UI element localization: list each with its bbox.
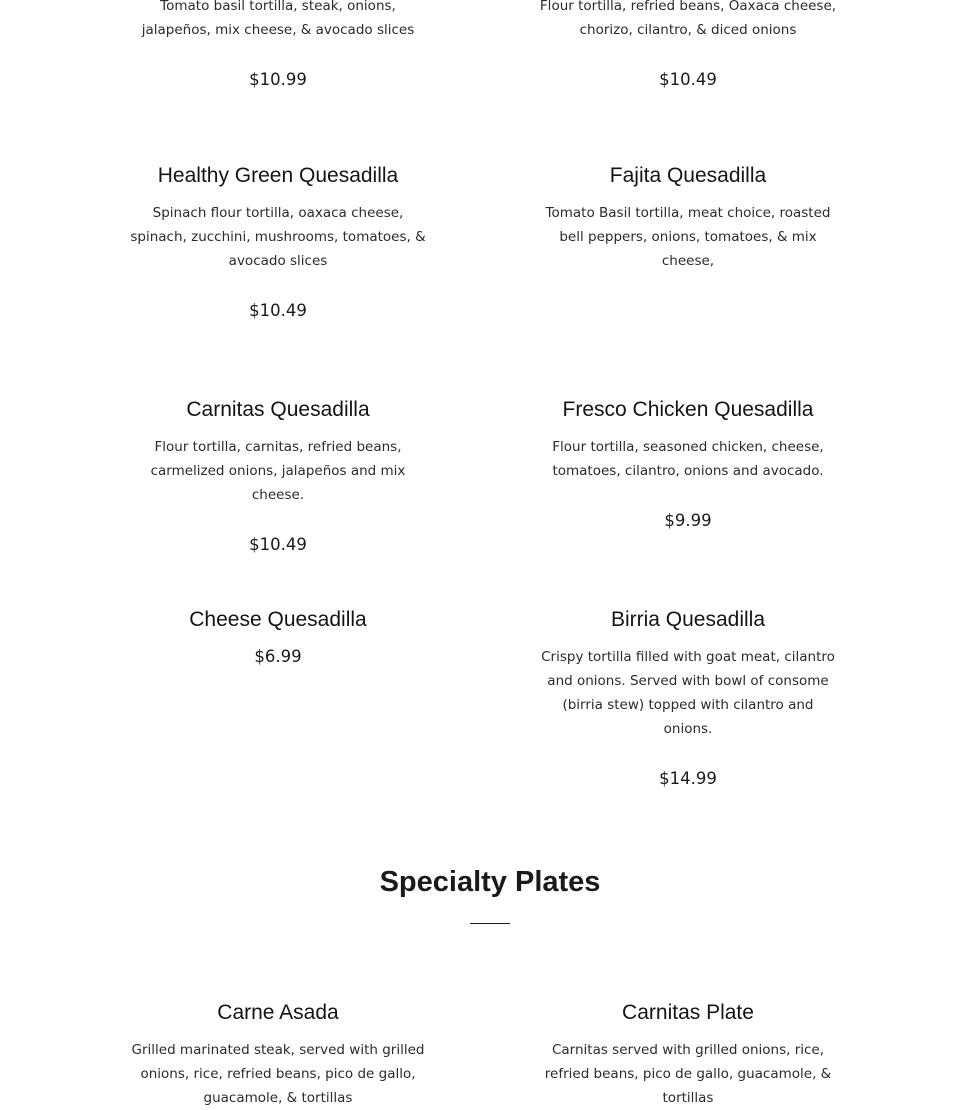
menu-item-name: Carnitas Quesadilla: [186, 398, 370, 421]
menu-item-fresco-chicken-quesadilla: [528, 397, 848, 533]
section-title-specialty-plates: Specialty Plates: [379, 866, 601, 898]
menu-item-name: Fresco Chicken Quesadilla: [562, 398, 814, 421]
menu-item-description: Flour tortilla, carnitas, refried beans, carmelized onions, jalapeños and mix cheese.: [150, 439, 406, 503]
menu-item-healthy-green-quesadilla: [118, 163, 438, 323]
menu-item-name: Fajita Quesadilla: [609, 164, 767, 187]
menu-item-cheese-quesadilla: [118, 607, 438, 669]
menu-item-description: Flour tortilla, seasoned chicken, cheese, tomatoes, cilantro, onions and avocado.: [552, 439, 824, 479]
menu-item-name: Healthy Green Quesadilla: [157, 164, 399, 187]
menu-item-top-left: [118, 0, 438, 92]
menu-item-price: $10.49: [249, 535, 307, 554]
menu-item-price: $14.99: [659, 769, 717, 788]
menu-item-fajita-quesadilla: [528, 163, 848, 273]
menu-item-name: Cheese Quesadilla: [189, 608, 367, 631]
menu-item-price: $10.49: [659, 70, 717, 89]
menu-item-price: $10.99: [249, 70, 307, 89]
menu-item-name: Carnitas Plate: [622, 1001, 754, 1024]
menu-item-description: Flour tortilla, refried beans, Oaxaca cheese, chorizo, cilantro, & diced onions: [539, 0, 837, 38]
menu-item-name: Carne Asada: [217, 1001, 339, 1024]
menu-item-description: Grilled marinated steak, served with grilled onions, rice, refried beans, pico de gallo, guacamole, & tortillas: [131, 1042, 425, 1106]
menu-item-price: $6.99: [254, 647, 302, 666]
menu-item-price: $9.99: [664, 511, 712, 530]
menu-item-description: Tomato basil tortilla, steak, onions, jalapeños, mix cheese, & avocado slices: [141, 0, 415, 38]
menu-item-description: Crispy tortilla filled with goat meat, cilantro and onions. Served with bowl of consome (birria stew) topped with cilantro and onions.: [541, 649, 835, 737]
menu-item-description: Spinach flour tortilla, oaxaca cheese, spinach, zucchini, mushrooms, tomatoes, & avocado slices: [130, 205, 426, 269]
menu-item-description: Tomato Basil tortilla, meat choice, roasted bell peppers, onions, tomatoes, & mix cheese,: [545, 205, 831, 269]
menu-item-description: Carnitas served with grilled onions, rice, refried beans, pico de gallo, guacamole, & tortillas: [544, 1042, 832, 1106]
menu-item-carne-asada: [118, 1000, 438, 1110]
menu-item-price: $10.49: [249, 301, 307, 320]
menu-item-top-right: [528, 0, 848, 92]
menu-item-name: Birria Quesadilla: [610, 608, 766, 631]
menu-item-carnitas-plate: [528, 1000, 848, 1110]
menu-item-carnitas-quesadilla: [118, 397, 438, 557]
menu-item-birria-quesadilla: [528, 607, 848, 791]
section-divider: [470, 923, 510, 924]
